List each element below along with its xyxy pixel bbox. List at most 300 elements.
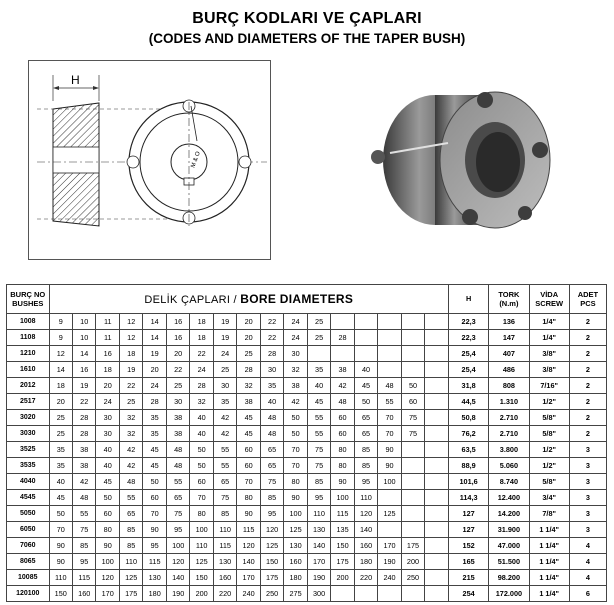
cell-bore: [354, 314, 377, 330]
cell-bore: 24: [213, 346, 236, 362]
cell-pcs: 2: [569, 362, 606, 378]
cell-bore: [401, 346, 424, 362]
cell-pcs: 2: [569, 426, 606, 442]
cell-bore: 250: [260, 586, 283, 602]
cell-bore: 40: [96, 442, 119, 458]
cell-bore: 24: [284, 330, 307, 346]
cell-bush-code: 6050: [7, 522, 50, 538]
cell-bore: 160: [284, 554, 307, 570]
cell-bore: [425, 506, 449, 522]
cell-screw: 3/8": [529, 346, 569, 362]
cell-bore: 275: [284, 586, 307, 602]
cell-bore: [425, 330, 449, 346]
cell-bore: 175: [331, 554, 354, 570]
cell-pcs: 3: [569, 458, 606, 474]
cell-bore: 120: [96, 570, 119, 586]
cell-bore: 28: [190, 378, 213, 394]
cell-bore: 200: [331, 570, 354, 586]
cell-bore: [425, 378, 449, 394]
cell-screw: 1 1/4": [529, 538, 569, 554]
cell-bore: [425, 490, 449, 506]
cell-bore: 35: [213, 394, 236, 410]
cell-bore: 90: [237, 506, 260, 522]
cell-bore: 22: [190, 346, 213, 362]
cell-bore: 115: [213, 538, 236, 554]
table-row: [7, 314, 607, 330]
cell-bore: 20: [237, 314, 260, 330]
cell-h: 152: [448, 538, 488, 554]
cell-bore: [401, 330, 424, 346]
cell-bore: 65: [260, 442, 283, 458]
cell-bore: 25: [49, 410, 72, 426]
bush-codes-table: [6, 284, 607, 602]
cell-bore: 45: [307, 394, 330, 410]
cell-bore: 16: [166, 314, 189, 330]
cell-bore: 85: [73, 538, 96, 554]
cell-bore: 16: [73, 362, 96, 378]
cell-h: 254: [448, 586, 488, 602]
cell-bore: 75: [401, 410, 424, 426]
cell-bore: 80: [237, 490, 260, 506]
cell-bore: 85: [354, 458, 377, 474]
cell-h: 127: [448, 506, 488, 522]
cell-bore: [354, 586, 377, 602]
cell-bore: 24: [96, 394, 119, 410]
cell-bore: 38: [331, 362, 354, 378]
header-screw: VİDA SCREW: [529, 285, 569, 314]
cell-bore: 42: [73, 474, 96, 490]
cell-bore: 25: [119, 394, 142, 410]
cell-bore: [425, 362, 449, 378]
cell-bore: 45: [96, 474, 119, 490]
cell-bore: 32: [119, 426, 142, 442]
cell-bore: 115: [237, 522, 260, 538]
cell-bore: 170: [378, 538, 401, 554]
cell-pcs: 4: [569, 570, 606, 586]
cell-bore: 45: [143, 442, 166, 458]
cell-bore: 110: [354, 490, 377, 506]
cell-bore: 38: [284, 378, 307, 394]
cell-bore: 28: [143, 394, 166, 410]
cell-bush-code: 120100: [7, 586, 50, 602]
header-h: H: [448, 285, 488, 314]
cell-bore: [378, 522, 401, 538]
cell-bore: 35: [49, 442, 72, 458]
cell-bore: 20: [96, 378, 119, 394]
cell-bore: 20: [237, 330, 260, 346]
cell-h: 101,6: [448, 474, 488, 490]
cell-h: 165: [448, 554, 488, 570]
cell-bore: 125: [260, 538, 283, 554]
cell-bore: 180: [143, 586, 166, 602]
cell-screw: 5/8": [529, 426, 569, 442]
cell-h: 25,4: [448, 346, 488, 362]
header-torque: TORK (N.m): [489, 285, 529, 314]
cell-bush-code: 1610: [7, 362, 50, 378]
cell-bore: [401, 586, 424, 602]
cell-bore: 70: [378, 410, 401, 426]
table-row: [7, 330, 607, 346]
cell-h: 22,3: [448, 330, 488, 346]
table-row: [7, 394, 607, 410]
cell-bore: 170: [307, 554, 330, 570]
cell-torque: 2.710: [489, 426, 529, 442]
cell-bore: [331, 346, 354, 362]
cell-bore: 12: [119, 314, 142, 330]
cell-bore: 125: [190, 554, 213, 570]
cell-bore: 100: [96, 554, 119, 570]
cell-pcs: 2: [569, 314, 606, 330]
cell-screw: 1/2": [529, 394, 569, 410]
cell-bore: 14: [49, 362, 72, 378]
cell-bore: [401, 314, 424, 330]
header-separator: /: [233, 293, 237, 306]
cell-bore: 115: [73, 570, 96, 586]
cell-bore: 18: [190, 330, 213, 346]
cell-bore: 160: [354, 538, 377, 554]
cell-bore: 38: [166, 410, 189, 426]
cell-bore: 55: [307, 426, 330, 442]
cell-bore: 24: [143, 378, 166, 394]
cell-bore: [425, 586, 449, 602]
cell-bore: [425, 442, 449, 458]
cell-bush-code: 1210: [7, 346, 50, 362]
cell-bore: 60: [237, 442, 260, 458]
cell-bore: [307, 346, 330, 362]
cell-bush-code: 10085: [7, 570, 50, 586]
cell-bore: [425, 538, 449, 554]
cell-bore: 75: [307, 442, 330, 458]
table-row: [7, 538, 607, 554]
cell-bore: 55: [119, 490, 142, 506]
cell-bore: [425, 394, 449, 410]
cell-bore: 85: [119, 522, 142, 538]
cell-bore: 22: [260, 314, 283, 330]
cell-h: 114,3: [448, 490, 488, 506]
cell-bore: 85: [354, 442, 377, 458]
cell-bore: 100: [378, 474, 401, 490]
cell-torque: 2.710: [489, 410, 529, 426]
cell-pcs: 2: [569, 346, 606, 362]
cell-bore: 55: [73, 506, 96, 522]
keyway-label: M & O: [190, 150, 202, 169]
cell-pcs: 3: [569, 442, 606, 458]
cell-bore: 28: [237, 362, 260, 378]
cell-h: 50,8: [448, 410, 488, 426]
cell-bore: 30: [284, 346, 307, 362]
cell-bore: 125: [119, 570, 142, 586]
cell-bore: 42: [331, 378, 354, 394]
table-header-row: [7, 285, 607, 314]
cell-bush-code: 1008: [7, 314, 50, 330]
cell-bore: 100: [331, 490, 354, 506]
cell-bore: 48: [331, 394, 354, 410]
cell-torque: 407: [489, 346, 529, 362]
cell-bore: 95: [166, 522, 189, 538]
cell-bore: 75: [213, 490, 236, 506]
taper-bush-drawing: [28, 60, 271, 260]
taper-bush-photo: [360, 65, 560, 240]
cell-screw: 3/4": [529, 490, 569, 506]
cell-bore: 65: [166, 490, 189, 506]
cell-bore: 240: [237, 586, 260, 602]
cell-torque: 31.900: [489, 522, 529, 538]
cell-bore: 30: [96, 410, 119, 426]
cell-bore: [378, 330, 401, 346]
cell-bore: 140: [166, 570, 189, 586]
cell-bore: 40: [190, 410, 213, 426]
cell-bore: 35: [260, 378, 283, 394]
cell-bore: 85: [119, 538, 142, 554]
cell-bore: 20: [49, 394, 72, 410]
cell-screw: 3/8": [529, 362, 569, 378]
cell-bore: 130: [143, 570, 166, 586]
cell-h: 76,2: [448, 426, 488, 442]
cell-bore: 28: [331, 330, 354, 346]
cell-bore: 11: [96, 330, 119, 346]
cell-bore: 42: [284, 394, 307, 410]
cell-bush-code: 4545: [7, 490, 50, 506]
cell-screw: 7/8": [529, 506, 569, 522]
cell-bore: 14: [73, 346, 96, 362]
cell-bore: 25: [166, 378, 189, 394]
page-subtitle: (CODES AND DIAMETERS OF THE TAPER BUSH): [148, 31, 466, 46]
cell-bush-code: 3020: [7, 410, 50, 426]
cell-bore: 9: [49, 330, 72, 346]
cell-torque: 486: [489, 362, 529, 378]
cell-bore: 30: [166, 394, 189, 410]
cell-torque: 808: [489, 378, 529, 394]
cell-bore: 90: [49, 538, 72, 554]
cell-bore: 28: [73, 426, 96, 442]
cell-bore: 45: [237, 426, 260, 442]
cell-bore: 125: [378, 506, 401, 522]
cell-bore: 110: [49, 570, 72, 586]
cell-bore: 120: [354, 506, 377, 522]
cell-bore: 42: [213, 410, 236, 426]
cell-torque: 47.000: [489, 538, 529, 554]
cell-bore: 55: [213, 458, 236, 474]
cell-bore: 250: [401, 570, 424, 586]
cell-bore: [425, 410, 449, 426]
table-row: [7, 458, 607, 474]
cell-h: 31,8: [448, 378, 488, 394]
cell-bore: 95: [307, 490, 330, 506]
cell-bore: 90: [96, 538, 119, 554]
cell-bore: 80: [331, 458, 354, 474]
cell-bore: 70: [284, 458, 307, 474]
cell-bore: 38: [73, 458, 96, 474]
cell-bore: 90: [284, 490, 307, 506]
cell-torque: 172.000: [489, 586, 529, 602]
cell-bore: 22: [73, 394, 96, 410]
cell-bore: 115: [143, 554, 166, 570]
cell-bore: 180: [354, 554, 377, 570]
cell-bore: [425, 458, 449, 474]
cell-bore: 24: [284, 314, 307, 330]
cell-bore: 180: [284, 570, 307, 586]
cell-bore: 45: [49, 490, 72, 506]
cell-bore: 95: [143, 538, 166, 554]
table-row: [7, 522, 607, 538]
cell-bore: 28: [260, 346, 283, 362]
cell-bore: 115: [331, 506, 354, 522]
cell-bore: 55: [166, 474, 189, 490]
cell-bore: 11: [96, 314, 119, 330]
cell-bore: 300: [307, 586, 330, 602]
cell-bore: 35: [143, 410, 166, 426]
cell-bore: 60: [190, 474, 213, 490]
cell-bore: 30: [260, 362, 283, 378]
cell-bore: 14: [143, 330, 166, 346]
cell-bore: 160: [73, 586, 96, 602]
cell-bore: [354, 346, 377, 362]
cell-torque: 136: [489, 314, 529, 330]
cell-bore: 170: [96, 586, 119, 602]
cell-bore: 50: [284, 426, 307, 442]
cell-bush-code: 8065: [7, 554, 50, 570]
cell-bore: 200: [401, 554, 424, 570]
cell-bore: [425, 346, 449, 362]
cell-bore: 45: [354, 378, 377, 394]
cell-bore: [378, 314, 401, 330]
cell-bore: 16: [166, 330, 189, 346]
cell-bore: 30: [213, 378, 236, 394]
cell-bore: 25: [49, 426, 72, 442]
cell-bore: 95: [260, 506, 283, 522]
cell-bore: 65: [354, 426, 377, 442]
cell-bore: 35: [307, 362, 330, 378]
cell-bore: [354, 330, 377, 346]
cell-bore: 75: [166, 506, 189, 522]
cell-bore: 22: [166, 362, 189, 378]
cell-bore: 95: [73, 554, 96, 570]
cell-bore: 50: [190, 458, 213, 474]
cell-screw: 1/2": [529, 458, 569, 474]
cell-bore: 175: [260, 570, 283, 586]
cell-bore: 100: [166, 538, 189, 554]
cell-bore: 65: [213, 474, 236, 490]
cell-screw: 1 1/4": [529, 570, 569, 586]
cell-bore: 70: [49, 522, 72, 538]
cell-pcs: 2: [569, 410, 606, 426]
photo-svg: [360, 65, 560, 240]
cell-bore: [425, 522, 449, 538]
cell-bore: 75: [401, 426, 424, 442]
cell-bore: 18: [119, 346, 142, 362]
cell-pcs: 3: [569, 474, 606, 490]
cell-bore: 240: [378, 570, 401, 586]
cell-bore: 70: [237, 474, 260, 490]
cell-screw: 1 1/4": [529, 586, 569, 602]
cell-bush-code: 2012: [7, 378, 50, 394]
cell-torque: 8.740: [489, 474, 529, 490]
cell-bore: 32: [190, 394, 213, 410]
cell-bore: 40: [49, 474, 72, 490]
header-code: BURÇ NO BUSHES: [7, 285, 50, 314]
cell-torque: 12.400: [489, 490, 529, 506]
cell-bore: 220: [213, 586, 236, 602]
cell-bore: 130: [307, 522, 330, 538]
cell-bore: [401, 458, 424, 474]
cell-bore: 85: [260, 490, 283, 506]
cell-pcs: 3: [569, 522, 606, 538]
cell-bush-code: 4040: [7, 474, 50, 490]
header-pcs: ADET PCS: [569, 285, 606, 314]
cell-bore: 50: [284, 410, 307, 426]
cell-bore: 75: [260, 474, 283, 490]
cell-torque: 147: [489, 330, 529, 346]
cell-torque: 51.500: [489, 554, 529, 570]
cell-bore: [425, 426, 449, 442]
cell-bore: 10: [73, 330, 96, 346]
cell-bush-code: 2517: [7, 394, 50, 410]
table-row: [7, 362, 607, 378]
cell-bore: 42: [119, 458, 142, 474]
cell-bore: 42: [213, 426, 236, 442]
cell-bore: 19: [119, 362, 142, 378]
cell-bore: 50: [401, 378, 424, 394]
cell-torque: 1.310: [489, 394, 529, 410]
cell-bore: 70: [190, 490, 213, 506]
cell-bore: 19: [143, 346, 166, 362]
cell-bore: 25: [213, 362, 236, 378]
cell-bore: 14: [143, 314, 166, 330]
table-row: [7, 506, 607, 522]
cell-bore: 110: [213, 522, 236, 538]
cell-bore: 42: [119, 442, 142, 458]
cell-bore: 150: [49, 586, 72, 602]
cell-bore: 80: [96, 522, 119, 538]
cell-bore: 60: [331, 410, 354, 426]
cell-bore: 48: [166, 458, 189, 474]
cell-bore: 100: [190, 522, 213, 538]
cell-bore: 170: [237, 570, 260, 586]
cell-bore: 38: [237, 394, 260, 410]
cell-bore: 60: [237, 458, 260, 474]
cell-screw: 1 1/4": [529, 554, 569, 570]
cell-bore: 90: [331, 474, 354, 490]
cell-pcs: 3: [569, 490, 606, 506]
cell-bore: 50: [354, 394, 377, 410]
cell-bore: 19: [73, 378, 96, 394]
cell-bore: 130: [284, 538, 307, 554]
cell-bore: 150: [331, 538, 354, 554]
cell-bore: 20: [166, 346, 189, 362]
cell-bore: 80: [331, 442, 354, 458]
cell-bore: [331, 586, 354, 602]
cell-bore: 80: [284, 474, 307, 490]
cell-bore: 48: [166, 442, 189, 458]
cell-bore: 70: [378, 426, 401, 442]
table-row: [7, 474, 607, 490]
cell-bore: 20: [143, 362, 166, 378]
cell-bore: 18: [190, 314, 213, 330]
table-row: [7, 554, 607, 570]
table-row: [7, 346, 607, 362]
cell-pcs: 4: [569, 554, 606, 570]
table-row: [7, 426, 607, 442]
cell-bore: 85: [307, 474, 330, 490]
cell-bore: 40: [190, 426, 213, 442]
cell-h: 63,5: [448, 442, 488, 458]
cell-bore: 50: [49, 506, 72, 522]
cell-bore: 40: [354, 362, 377, 378]
cell-torque: 98.200: [489, 570, 529, 586]
cell-bore: 90: [378, 458, 401, 474]
cell-screw: 5/8": [529, 410, 569, 426]
cell-bush-code: 3525: [7, 442, 50, 458]
